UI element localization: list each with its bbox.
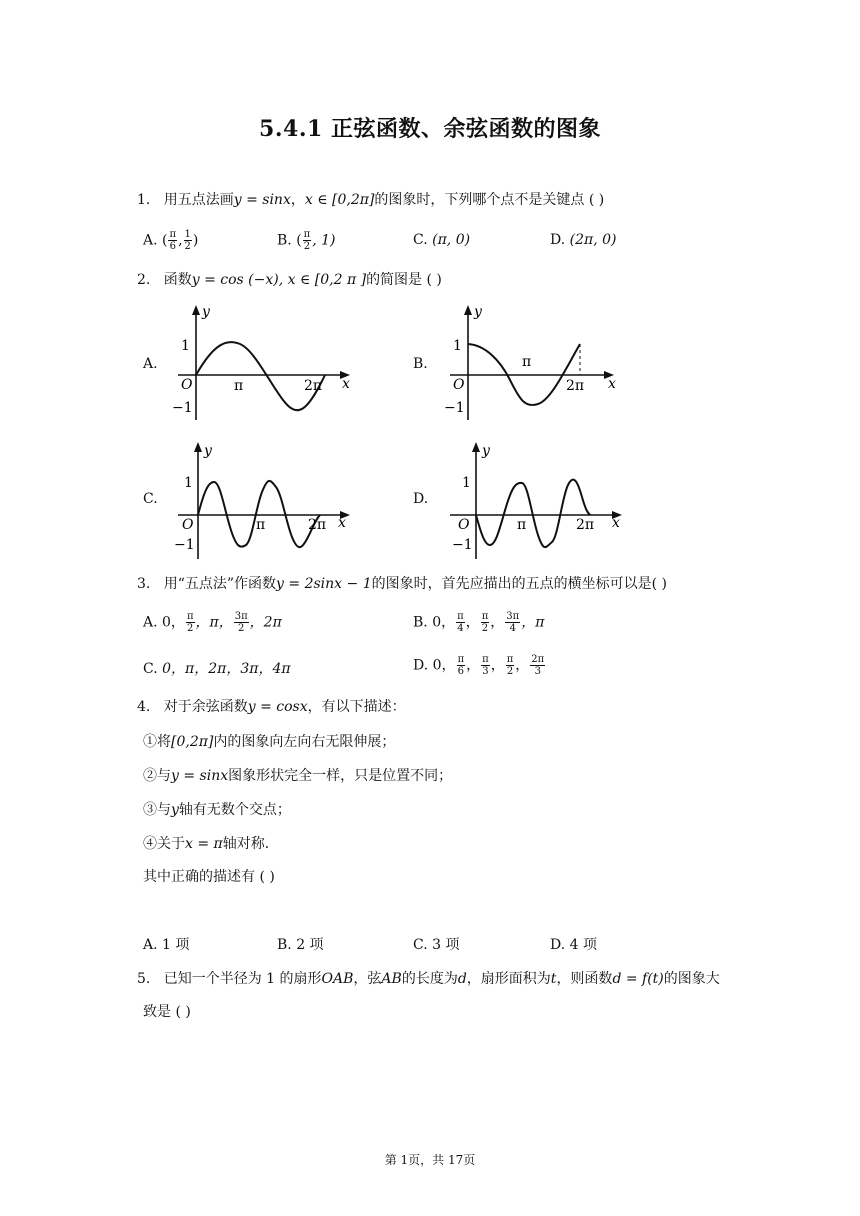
statement-text: ②与 <box>143 768 171 784</box>
option-c: C. 3 项 <box>413 937 460 953</box>
denominator: 3 <box>482 666 489 677</box>
question-number: 4. <box>137 699 151 715</box>
page-title: 5.4.1 正弦函数、余弦函数的图象 <box>259 116 601 142</box>
math-expr: t <box>550 971 557 987</box>
tick-pi: π <box>256 517 266 533</box>
option-d: D. 4 项 <box>550 937 597 953</box>
math-expr: [0,2π] <box>171 734 214 750</box>
math-expr: d = f(t) <box>612 971 664 987</box>
fraction <box>457 654 466 677</box>
question-text: 的简图是 ( ) <box>366 272 442 288</box>
option-c <box>143 658 291 678</box>
numerator: π <box>186 611 194 622</box>
math-expr: y <box>171 802 179 818</box>
option-label: A. <box>143 232 158 249</box>
question-text: 已知一个半径为 1 的扇形 <box>163 971 322 987</box>
tick-neg-one: −1 <box>174 537 195 553</box>
math-expr: OAB <box>321 971 354 987</box>
curve <box>196 342 325 410</box>
denominator: 2 <box>303 241 311 252</box>
denominator: 2 <box>187 623 194 634</box>
graph-a <box>168 300 358 429</box>
numerator: 1 <box>184 229 191 240</box>
y-label: y <box>474 304 482 320</box>
x-label: x <box>338 515 346 531</box>
question-number: 1. <box>137 192 151 208</box>
numerator: π <box>457 611 464 622</box>
question-text: ，弦 <box>353 971 382 987</box>
fraction <box>234 611 249 634</box>
denominator: 2 <box>238 623 245 634</box>
question-text: 的图象大 <box>663 971 720 987</box>
math-expr: y = sinx <box>233 192 291 208</box>
option-label: B. <box>413 614 428 631</box>
question-text: 的图象时，首先应描出的五点的横坐标可以是( ) <box>371 576 667 592</box>
option-a <box>143 611 282 634</box>
fraction <box>184 229 192 252</box>
statement-3 <box>143 800 291 820</box>
math-expr: d <box>457 971 467 987</box>
value-text: ，2π <box>249 614 282 631</box>
curve <box>476 480 590 547</box>
denominator: 6 <box>169 241 176 252</box>
statement-4 <box>143 834 279 854</box>
math-expr: (π, 0) <box>432 232 471 248</box>
denominator: 6 <box>457 666 465 677</box>
tick-pi: π <box>522 354 532 370</box>
comma: , <box>178 232 183 249</box>
question-5 <box>137 969 720 989</box>
numerator: 2π <box>531 654 545 665</box>
value-text: 0， <box>432 657 456 674</box>
tick-two-pi: 2π <box>566 378 585 394</box>
statement-text: 轴有无数个交点； <box>178 802 291 818</box>
tick-one: 1 <box>181 338 190 354</box>
y-label: y <box>482 443 490 459</box>
tick-one: 1 <box>453 338 462 354</box>
arrow-icon <box>472 442 480 452</box>
question-5-cont: 致是 ( ) <box>143 1004 191 1020</box>
denominator: 4 <box>509 623 516 634</box>
origin-label: O <box>182 517 194 533</box>
denominator: 2 <box>481 623 489 634</box>
graph-d-label: D. <box>413 491 429 507</box>
tick-pi: π <box>517 517 527 533</box>
option-b: B. 2 项 <box>277 937 324 953</box>
numerator: π <box>482 654 489 665</box>
question-text: 用五点法画 <box>163 192 234 208</box>
tick-two-pi: 2π <box>304 378 323 394</box>
value-text: ，π <box>521 614 545 631</box>
option-label: B. <box>277 232 292 249</box>
math-expr: x ∈ [0,2π] <box>304 192 375 208</box>
numerator: π <box>303 229 311 240</box>
fraction <box>186 611 195 634</box>
arrow-icon <box>464 305 472 315</box>
fraction <box>481 654 490 677</box>
statement-text: ④关于 <box>143 836 185 852</box>
denominator: 2 <box>184 241 191 252</box>
page-footer: 第 1页，共 17页 <box>384 1153 476 1167</box>
tick-neg-one: −1 <box>444 400 465 416</box>
value-text: ，π， <box>195 614 233 631</box>
graph-b <box>440 300 630 429</box>
statement-text: 图象形状完全一样，只是位置不同； <box>228 768 453 784</box>
question-1 <box>137 190 604 210</box>
fraction <box>303 229 312 252</box>
numerator: π <box>506 654 514 665</box>
value-text: 0， <box>162 614 185 631</box>
question-number: 5. <box>137 971 151 987</box>
option-a <box>143 229 198 252</box>
math-expr: (2π, 0) <box>569 232 617 248</box>
arrow-icon <box>194 442 202 452</box>
y-label: y <box>202 304 210 320</box>
statement-text: 内的图象向左向右无限伸展； <box>213 734 396 750</box>
numerator: π <box>457 654 465 665</box>
tick-one: 1 <box>462 475 471 491</box>
statement-2 <box>143 766 452 786</box>
question-text: 对于余弦函数 <box>163 699 248 715</box>
question-text: ，有以下描述： <box>307 699 406 715</box>
numerator: π <box>169 229 177 240</box>
option-label: D. <box>550 232 566 248</box>
math-expr: AB <box>381 971 402 987</box>
numerator: 3π <box>234 611 248 622</box>
statement-1 <box>143 732 395 752</box>
math-expr: y = cos (−x), x ∈ [0,2 π ] <box>191 272 367 288</box>
denominator: 2 <box>506 666 514 677</box>
graph-c-label: C. <box>143 491 158 507</box>
value-text: 0，π，2π，3π，4π <box>162 661 291 677</box>
tick-two-pi: 2π <box>576 517 595 533</box>
curve <box>198 481 320 547</box>
question-3 <box>137 574 667 594</box>
arrow-icon <box>192 305 200 315</box>
statement-text: ①将 <box>143 734 171 750</box>
question-text: 的长度为 <box>401 971 458 987</box>
origin-label: O <box>181 377 193 393</box>
paren: ) <box>192 232 199 249</box>
graph-c <box>168 437 358 566</box>
graph-d <box>440 437 630 566</box>
fraction <box>456 611 465 634</box>
question-4 <box>137 697 406 717</box>
option-b: B. 0， $\frac{\pi}{4}$ ， $\frac{\pi}{2}$ ， $\frac{3\pi}{4}$ ，π <box>413 611 545 634</box>
question-number: 2. <box>137 272 151 288</box>
option-label: C. <box>143 661 158 677</box>
fraction <box>168 229 177 252</box>
question-2 <box>137 270 442 290</box>
graph-b-label: B. <box>413 356 428 372</box>
denominator: 3 <box>534 666 541 677</box>
statement-text: ③与 <box>143 802 171 818</box>
question-text: ，则函数 <box>556 971 613 987</box>
fraction <box>505 611 520 634</box>
origin-label: O <box>458 517 470 533</box>
statement-text: 轴对称． <box>222 836 279 852</box>
option-d: D. 0， $\frac{\pi}{6}$ ， $\frac{\pi}{3}$ ， $\frac{\pi}{2}$ ， $\frac{2\pi}{3}$ <box>413 654 545 677</box>
value-text: 0， <box>432 614 456 631</box>
math-expr: , 1) <box>312 232 336 249</box>
tick-neg-one: −1 <box>172 400 193 416</box>
paren: ( <box>162 232 168 249</box>
question-prompt: 其中正确的描述有 ( ) <box>143 869 275 885</box>
question-text: ， <box>290 192 305 208</box>
question-text: 函数 <box>163 272 192 288</box>
y-label: y <box>204 443 212 459</box>
origin-label: O <box>453 377 465 393</box>
option-label: D. <box>413 657 429 674</box>
option-label: C. <box>413 232 428 248</box>
question-number: 3. <box>137 576 151 592</box>
tick-neg-one: −1 <box>452 537 473 553</box>
math-expr: x = π <box>185 836 223 852</box>
option-c <box>413 232 470 248</box>
graph-a-label: A. <box>143 356 158 372</box>
math-expr: y = sinx <box>171 768 229 784</box>
math-expr: y = cosx <box>247 699 308 715</box>
fraction <box>506 654 515 677</box>
option-a: A. 1 项 <box>143 937 190 953</box>
math-expr: y = 2sinx − 1 <box>276 576 372 592</box>
option-label: A. <box>143 614 158 631</box>
option-b <box>277 229 336 252</box>
paren: ( <box>296 232 302 249</box>
option-d <box>550 232 616 248</box>
question-text: ，扇形面积为 <box>466 971 551 987</box>
numerator: 3π <box>506 611 520 622</box>
fraction <box>481 611 490 634</box>
x-label: x <box>608 376 616 392</box>
denominator: 4 <box>457 623 464 634</box>
question-text: 用“五点法”作函数 <box>163 576 277 592</box>
tick-two-pi: 2π <box>308 517 327 533</box>
question-text: 的图象时，下列哪个点不是关键点 ( ) <box>374 192 605 208</box>
x-label: x <box>342 376 350 392</box>
tick-pi: π <box>234 378 244 394</box>
numerator: π <box>481 611 489 622</box>
x-label: x <box>612 515 620 531</box>
fraction <box>530 654 545 677</box>
tick-one: 1 <box>184 475 193 491</box>
